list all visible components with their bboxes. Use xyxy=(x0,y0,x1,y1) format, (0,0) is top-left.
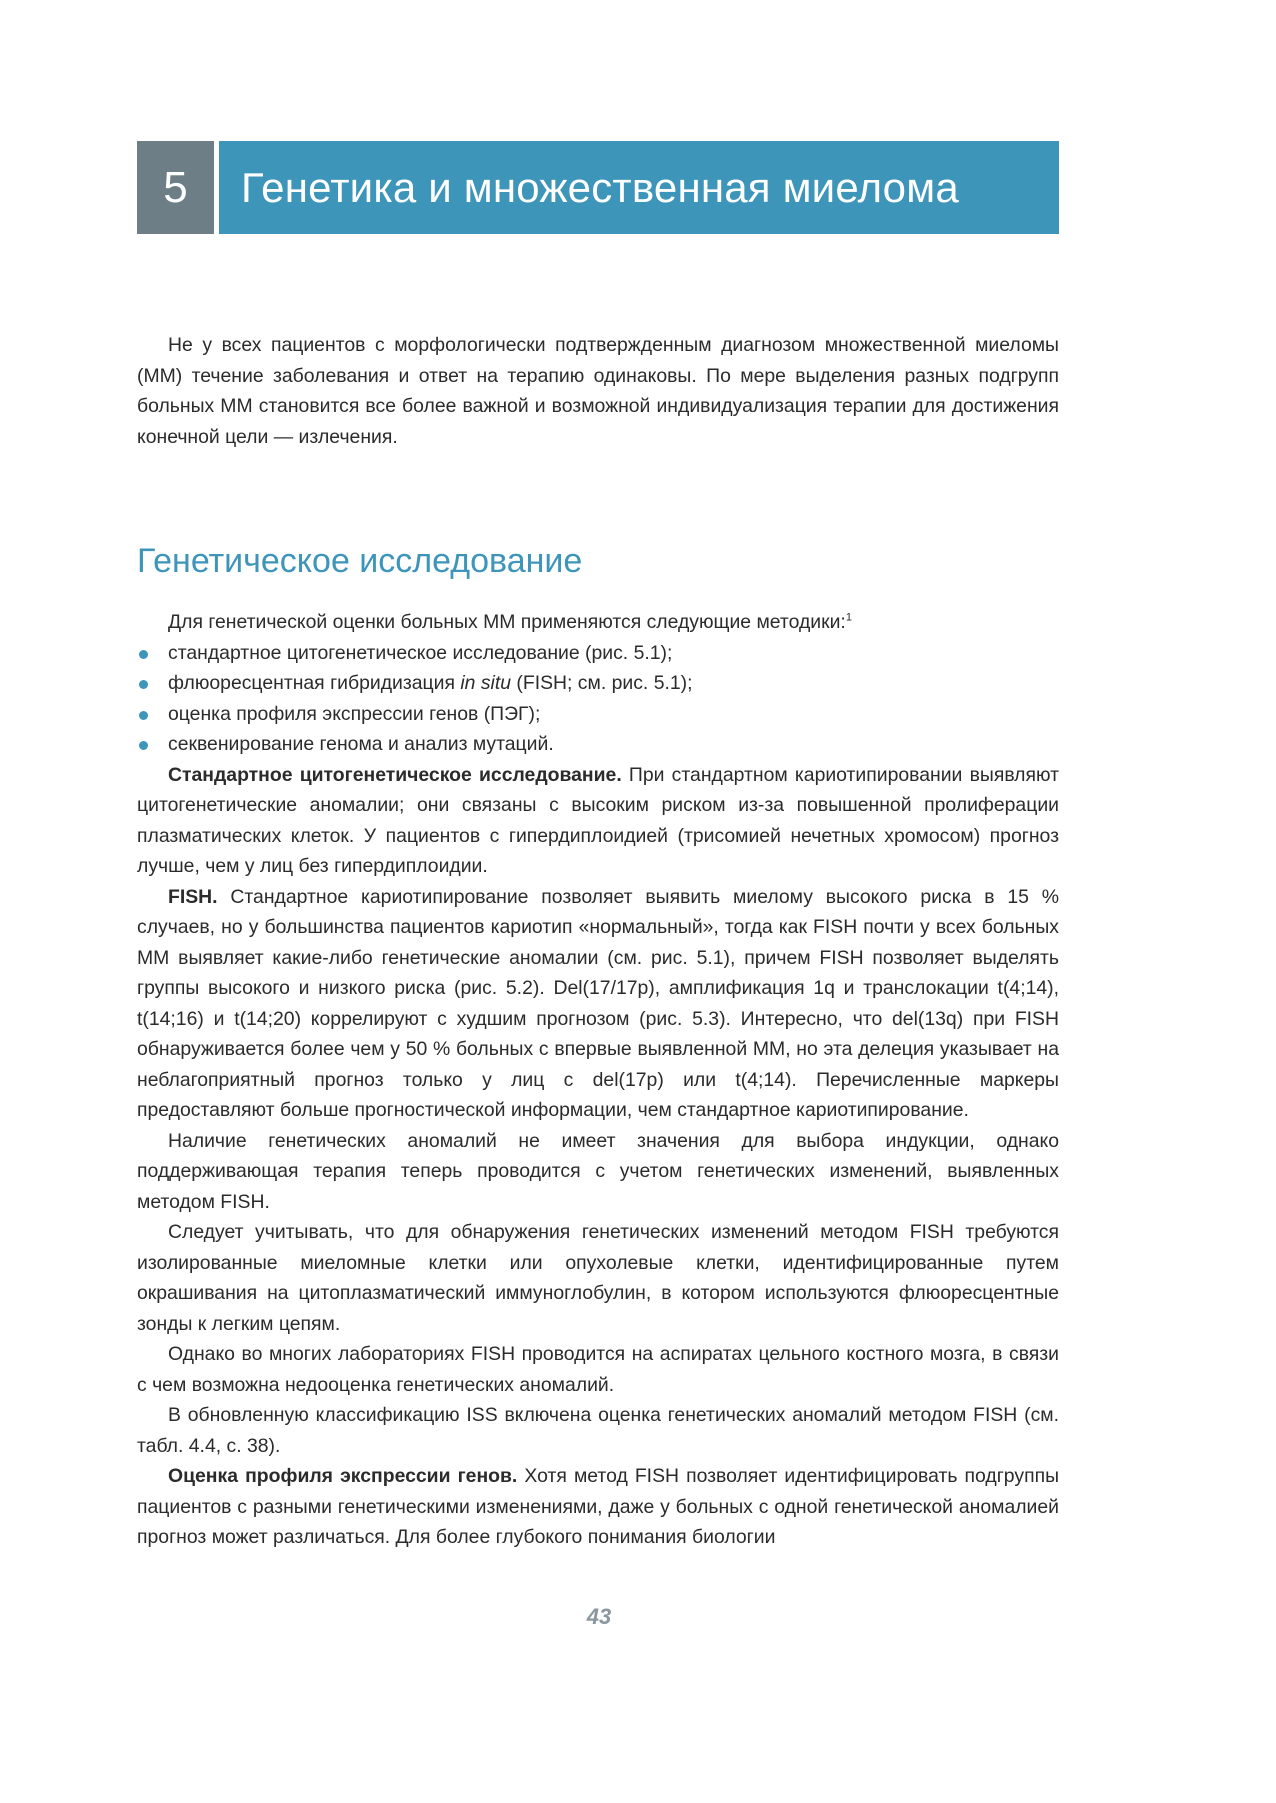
list-item: оценка профиля экспрессии генов (ПЭГ); xyxy=(137,699,1059,730)
paragraph-induction: Наличие генетических аномалий не имеет значения для выбора индукции, однако поддерживающая терапия теперь проводится с учетом генетических изменений, выявленных методом FISH. xyxy=(137,1129,1059,1213)
page-number: 43 xyxy=(586,1604,612,1629)
paragraph-iss: В обновленную классификацию ISS включена оценка генетических аномалий методом FISH (см. табл. 4.4, с. 38). xyxy=(137,1404,1059,1457)
paragraph-cytogenetics: Стандартное цитогенетическое исследование. При стандартном кариотипировании выявляют цитогенетические аномалии; они связаны с высоким риском из-за повышенной пролиферации плазматических клеток. У пациентов с гипердиплоидией (трисомией нечетных хромосом) прогноз лучше, чем у лиц без гипердиплоидии. xyxy=(137,763,1059,877)
chapter-number: 5 xyxy=(137,141,214,234)
bullet-icon xyxy=(139,711,148,720)
bullet-icon xyxy=(139,650,148,659)
methods-list xyxy=(137,638,1059,760)
chapter-header xyxy=(137,141,1059,234)
bullet-icon xyxy=(139,680,148,689)
paragraph-fish-cells: Следует учитывать, что для обнаружения генетических изменений методом FISH требуются изолированные миеломные клетки или опухолевые клетки, идентифицированные путем окрашивания на цитоплазматический иммуноглобулин, в котором используются флюоресцентные зонды к легким цепям. xyxy=(137,1221,1059,1335)
paragraph-gep: Оценка профиля экспрессии генов. Хотя метод FISH позволяет идентифицировать подгруппы пациентов с разными генетическими изменениями, даже у больных с одной генетической аномалией прогноз может различаться. Для более глубокого понимания биологии xyxy=(137,1465,1060,1548)
page-content xyxy=(137,330,1059,1553)
methods-lead xyxy=(137,607,1059,638)
list-item: секвенирование генома и анализ мутаций. xyxy=(137,729,1059,760)
list-item: стандартное цитогенетическое исследование (рис. 5.1); xyxy=(137,638,1059,669)
paragraph-fish: FISH. Стандартное кариотипирование позволяет выявить миелому высокого риска в 15 % случаев, но у большинства пациентов кариотип «нормальный», тогда как FISH почти у всех больных ММ выявляет какие-либо генетические аномалии (см. рис. 5.1), причем FISH позволяет выделять группы высокого и низкого риска (рис. 5.2). Del(17/17p), амплификация 1q и транслокации t(4;14), t(14;16) и t(14;20) коррелируют с худшим прогнозом (рис. 5.3). Интересно, что del(13q) при FISH обнаруживается более чем у 50 % больных с впервые выявленной ММ, но эта делеция указывает на неблагоприятный прогноз только у лиц с del(17p) или t(4;14). Перечисленные маркеры предоставляют больше прогностической информации, чем стандартное кариотипирование. xyxy=(137,885,1059,1121)
paragraph-labs: Однако во многих лабораториях FISH проводится на аспиратах цельного костного мозга, в связи с чем возможна недооценка генетических аномалий. xyxy=(137,1343,1059,1396)
bullet-icon xyxy=(139,741,148,750)
intro-paragraph: Не у всех пациентов с морфологически подтвержденным диагнозом множественной миеломы (ММ) течение заболевания и ответ на терапию одинаковы. По мере выделения разных подгрупп больных ММ становится все более важной и возможной индивидуализация терапии для достижения конечной цели — излечения. xyxy=(137,334,1059,448)
footnote-marker: 1 xyxy=(845,611,852,624)
chapter-title: Генетика и множественная миелома xyxy=(219,141,1059,234)
list-item: флюоресцентная гибридизация in situ (FISH; см. рис. 5.1); xyxy=(137,668,1059,699)
methods-lead-text: Для генетической оценки больных ММ применяются следующие методики: xyxy=(168,611,846,633)
section-heading: Генетическое исследование xyxy=(137,542,583,580)
